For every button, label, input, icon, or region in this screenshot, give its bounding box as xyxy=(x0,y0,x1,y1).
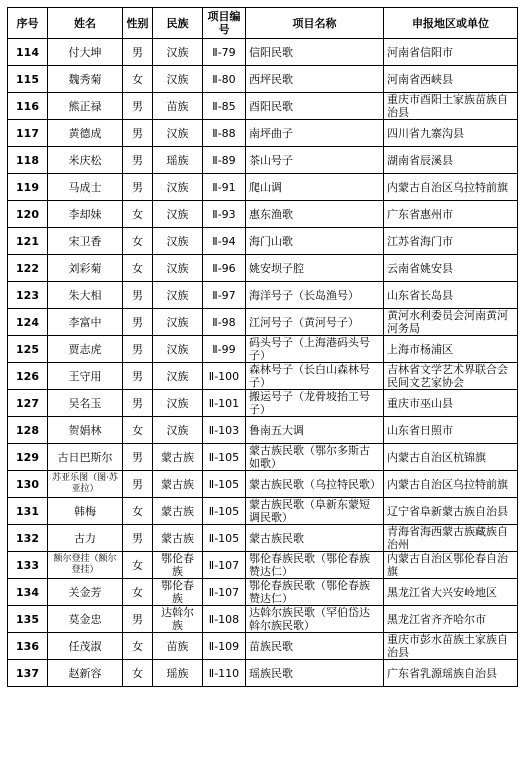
cell-no: 127 xyxy=(8,390,48,417)
cell-no: 132 xyxy=(8,525,48,552)
cell-sex: 女 xyxy=(123,417,153,444)
cell-no: 136 xyxy=(8,633,48,660)
cell-name: 吴名玉 xyxy=(48,390,123,417)
cell-code: Ⅱ-107 xyxy=(203,552,246,579)
cell-project: 森林号子（长白山森林号子） xyxy=(246,363,384,390)
cell-region: 上海市杨浦区 xyxy=(384,336,518,363)
cell-name: 刘彩菊 xyxy=(48,255,123,282)
cell-sex: 男 xyxy=(123,336,153,363)
cell-ethnicity: 汉族 xyxy=(153,282,203,309)
cell-ethnicity: 蒙古族 xyxy=(153,525,203,552)
cell-ethnicity: 蒙古族 xyxy=(153,471,203,498)
cell-code: Ⅱ-85 xyxy=(203,93,246,120)
cell-region: 重庆市巫山县 xyxy=(384,390,518,417)
table-row xyxy=(8,498,518,525)
cell-sex: 男 xyxy=(123,93,153,120)
cell-project: 南坪曲子 xyxy=(246,120,384,147)
cell-ethnicity: 汉族 xyxy=(153,66,203,93)
cell-project: 蒙古族民歌（乌拉特民歌） xyxy=(246,471,384,498)
table-row xyxy=(8,282,518,309)
cell-ethnicity: 鄂伦春族 xyxy=(153,579,203,606)
cell-code: Ⅱ-80 xyxy=(203,66,246,93)
cell-project: 海门山歌 xyxy=(246,228,384,255)
inheritor-table-container xyxy=(7,7,517,687)
cell-name: 马成士 xyxy=(48,174,123,201)
cell-region: 云南省姚安县 xyxy=(384,255,518,282)
cell-sex: 男 xyxy=(123,471,153,498)
cell-code: Ⅱ-101 xyxy=(203,390,246,417)
cell-region: 黄河水利委员会河南黄河河务局 xyxy=(384,309,518,336)
cell-name: 魏秀菊 xyxy=(48,66,123,93)
cell-ethnicity: 鄂伦春族 xyxy=(153,552,203,579)
table-row xyxy=(8,147,518,174)
header-project: 项目名称 xyxy=(246,8,384,39)
cell-sex: 女 xyxy=(123,255,153,282)
cell-project: 茶山号子 xyxy=(246,147,384,174)
cell-sex: 女 xyxy=(123,579,153,606)
cell-project: 爬山调 xyxy=(246,174,384,201)
cell-region: 四川省九寨沟县 xyxy=(384,120,518,147)
cell-project: 瑶族民歌 xyxy=(246,660,384,687)
cell-no: 118 xyxy=(8,147,48,174)
cell-name: 朱大相 xyxy=(48,282,123,309)
cell-sex: 男 xyxy=(123,363,153,390)
cell-sex: 女 xyxy=(123,552,153,579)
cell-no: 137 xyxy=(8,660,48,687)
cell-no: 114 xyxy=(8,39,48,66)
cell-project: 姚安坝子腔 xyxy=(246,255,384,282)
cell-project: 西坪民歌 xyxy=(246,66,384,93)
cell-ethnicity: 汉族 xyxy=(153,363,203,390)
cell-no: 126 xyxy=(8,363,48,390)
cell-sex: 女 xyxy=(123,498,153,525)
cell-name: 黄德成 xyxy=(48,120,123,147)
cell-sex: 男 xyxy=(123,39,153,66)
cell-name: 李富中 xyxy=(48,309,123,336)
cell-code: Ⅱ-98 xyxy=(203,309,246,336)
cell-sex: 男 xyxy=(123,120,153,147)
cell-ethnicity: 蒙古族 xyxy=(153,444,203,471)
cell-region: 内蒙古自治区鄂伦春自治旗 xyxy=(384,552,518,579)
cell-name: 赵新容 xyxy=(48,660,123,687)
cell-project: 惠东渔歌 xyxy=(246,201,384,228)
cell-name: 古日巴斯尔 xyxy=(48,444,123,471)
cell-sex: 男 xyxy=(123,309,153,336)
cell-name: 米庆松 xyxy=(48,147,123,174)
cell-code: Ⅱ-89 xyxy=(203,147,246,174)
cell-region: 内蒙古自治区杭锦旗 xyxy=(384,444,518,471)
cell-no: 129 xyxy=(8,444,48,471)
cell-region: 山东省长岛县 xyxy=(384,282,518,309)
table-row xyxy=(8,201,518,228)
cell-code: Ⅱ-94 xyxy=(203,228,246,255)
table-row xyxy=(8,552,518,579)
cell-no: 122 xyxy=(8,255,48,282)
header-name: 姓名 xyxy=(48,8,123,39)
cell-no: 133 xyxy=(8,552,48,579)
table-row xyxy=(8,66,518,93)
cell-name: 熊正禄 xyxy=(48,93,123,120)
cell-name: 古力 xyxy=(48,525,123,552)
header-no: 序号 xyxy=(8,8,48,39)
cell-project: 码头号子（上海港码头号子） xyxy=(246,336,384,363)
cell-no: 121 xyxy=(8,228,48,255)
cell-code: Ⅱ-108 xyxy=(203,606,246,633)
table-row xyxy=(8,174,518,201)
cell-name: 付大坤 xyxy=(48,39,123,66)
table-row xyxy=(8,390,518,417)
table-row xyxy=(8,579,518,606)
cell-region: 山东省日照市 xyxy=(384,417,518,444)
cell-no: 115 xyxy=(8,66,48,93)
cell-no: 131 xyxy=(8,498,48,525)
cell-ethnicity: 达斡尔族 xyxy=(153,606,203,633)
table-row xyxy=(8,255,518,282)
header-code: 项目编号 xyxy=(203,8,246,39)
cell-ethnicity: 汉族 xyxy=(153,120,203,147)
cell-name: 贺娟林 xyxy=(48,417,123,444)
cell-sex: 男 xyxy=(123,444,153,471)
cell-no: 119 xyxy=(8,174,48,201)
table-body xyxy=(8,39,518,687)
table-header-row xyxy=(8,8,518,39)
cell-ethnicity: 汉族 xyxy=(153,417,203,444)
table-row xyxy=(8,228,518,255)
cell-region: 内蒙古自治区乌拉特前旗 xyxy=(384,471,518,498)
cell-ethnicity: 苗族 xyxy=(153,633,203,660)
cell-region: 湖南省辰溪县 xyxy=(384,147,518,174)
cell-project: 达斡尔族民歌（罕伯岱达斡尔族民歌） xyxy=(246,606,384,633)
cell-ethnicity: 汉族 xyxy=(153,336,203,363)
cell-sex: 男 xyxy=(123,606,153,633)
header-sex: 性别 xyxy=(123,8,153,39)
cell-sex: 男 xyxy=(123,147,153,174)
cell-no: 135 xyxy=(8,606,48,633)
cell-region: 内蒙古自治区乌拉特前旗 xyxy=(384,174,518,201)
table-row xyxy=(8,309,518,336)
cell-name: 关金芳 xyxy=(48,579,123,606)
table-row xyxy=(8,39,518,66)
cell-ethnicity: 汉族 xyxy=(153,201,203,228)
cell-project: 海洋号子（长岛渔号） xyxy=(246,282,384,309)
cell-ethnicity: 汉族 xyxy=(153,255,203,282)
table-row xyxy=(8,444,518,471)
cell-sex: 男 xyxy=(123,282,153,309)
cell-code: Ⅱ-88 xyxy=(203,120,246,147)
cell-no: 134 xyxy=(8,579,48,606)
cell-name: 贾志虎 xyxy=(48,336,123,363)
cell-code: Ⅱ-107 xyxy=(203,579,246,606)
table-row xyxy=(8,525,518,552)
cell-code: Ⅱ-93 xyxy=(203,201,246,228)
cell-code: Ⅱ-109 xyxy=(203,633,246,660)
cell-code: Ⅱ-100 xyxy=(203,363,246,390)
cell-region: 吉林省文学艺术界联合会民间文艺家协会 xyxy=(384,363,518,390)
header-ethnicity: 民族 xyxy=(153,8,203,39)
cell-project: 鄂伦春族民歌（鄂伦春族赞达仁） xyxy=(246,552,384,579)
cell-no: 128 xyxy=(8,417,48,444)
table-row xyxy=(8,471,518,498)
cell-name: 额尔登挂（额尔登挂） xyxy=(48,552,123,579)
cell-name: 王守用 xyxy=(48,363,123,390)
cell-ethnicity: 汉族 xyxy=(153,174,203,201)
cell-sex: 女 xyxy=(123,228,153,255)
cell-region: 广东省乳源瑶族自治县 xyxy=(384,660,518,687)
cell-name: 莫金忠 xyxy=(48,606,123,633)
cell-project: 江河号子（黄河号子） xyxy=(246,309,384,336)
table-row xyxy=(8,120,518,147)
cell-sex: 男 xyxy=(123,174,153,201)
table-row xyxy=(8,660,518,687)
cell-project: 蒙古族民歌（阜新东蒙短调民歌） xyxy=(246,498,384,525)
cell-project: 鄂伦春族民歌（鄂伦春族赞达仁） xyxy=(246,579,384,606)
cell-ethnicity: 瑶族 xyxy=(153,147,203,174)
cell-region: 江苏省海门市 xyxy=(384,228,518,255)
cell-ethnicity: 汉族 xyxy=(153,309,203,336)
cell-project: 鲁南五大调 xyxy=(246,417,384,444)
cell-no: 117 xyxy=(8,120,48,147)
cell-project: 苗族民歌 xyxy=(246,633,384,660)
table-row xyxy=(8,336,518,363)
cell-region: 青海省海西蒙古族藏族自治州 xyxy=(384,525,518,552)
cell-code: Ⅱ-103 xyxy=(203,417,246,444)
cell-no: 120 xyxy=(8,201,48,228)
cell-region: 重庆市酉阳土家族苗族自治县 xyxy=(384,93,518,120)
cell-region: 河南省西峡县 xyxy=(384,66,518,93)
cell-no: 125 xyxy=(8,336,48,363)
table-row xyxy=(8,417,518,444)
cell-code: Ⅱ-79 xyxy=(203,39,246,66)
cell-code: Ⅱ-97 xyxy=(203,282,246,309)
cell-ethnicity: 汉族 xyxy=(153,390,203,417)
cell-ethnicity: 瑶族 xyxy=(153,660,203,687)
inheritor-table xyxy=(7,7,518,687)
cell-project: 酉阳民歌 xyxy=(246,93,384,120)
cell-name: 任茂淑 xyxy=(48,633,123,660)
cell-code: Ⅱ-105 xyxy=(203,498,246,525)
cell-ethnicity: 汉族 xyxy=(153,228,203,255)
cell-sex: 女 xyxy=(123,660,153,687)
table-row xyxy=(8,363,518,390)
cell-region: 辽宁省阜新蒙古族自治县 xyxy=(384,498,518,525)
cell-code: Ⅱ-91 xyxy=(203,174,246,201)
cell-no: 124 xyxy=(8,309,48,336)
cell-region: 广东省惠州市 xyxy=(384,201,518,228)
cell-no: 130 xyxy=(8,471,48,498)
cell-region: 重庆市彭水苗族土家族自治县 xyxy=(384,633,518,660)
cell-name: 李却妹 xyxy=(48,201,123,228)
table-row xyxy=(8,606,518,633)
table-row xyxy=(8,633,518,660)
cell-no: 116 xyxy=(8,93,48,120)
cell-ethnicity: 蒙古族 xyxy=(153,498,203,525)
cell-code: Ⅱ-105 xyxy=(203,525,246,552)
cell-no: 123 xyxy=(8,282,48,309)
cell-sex: 男 xyxy=(123,525,153,552)
table-row xyxy=(8,93,518,120)
cell-region: 河南省信阳市 xyxy=(384,39,518,66)
cell-ethnicity: 苗族 xyxy=(153,93,203,120)
cell-sex: 男 xyxy=(123,390,153,417)
cell-code: Ⅱ-105 xyxy=(203,471,246,498)
header-region: 申报地区或单位 xyxy=(384,8,518,39)
cell-region: 黑龙江省齐齐哈尔市 xyxy=(384,606,518,633)
cell-project: 信阳民歌 xyxy=(246,39,384,66)
cell-project: 蒙古族民歌（鄂尔多斯古如歌） xyxy=(246,444,384,471)
cell-sex: 女 xyxy=(123,633,153,660)
cell-name: 宋卫香 xyxy=(48,228,123,255)
cell-sex: 女 xyxy=(123,201,153,228)
cell-project: 蒙古族民歌 xyxy=(246,525,384,552)
cell-sex: 女 xyxy=(123,66,153,93)
cell-region: 黑龙江省大兴安岭地区 xyxy=(384,579,518,606)
cell-code: Ⅱ-110 xyxy=(203,660,246,687)
cell-ethnicity: 汉族 xyxy=(153,39,203,66)
cell-code: Ⅱ-99 xyxy=(203,336,246,363)
cell-project: 搬运号子（龙骨坡抬工号子） xyxy=(246,390,384,417)
cell-code: Ⅱ-105 xyxy=(203,444,246,471)
cell-name: 苏亚乐图（图·苏亚拉） xyxy=(48,471,123,498)
cell-name: 韩梅 xyxy=(48,498,123,525)
cell-code: Ⅱ-96 xyxy=(203,255,246,282)
